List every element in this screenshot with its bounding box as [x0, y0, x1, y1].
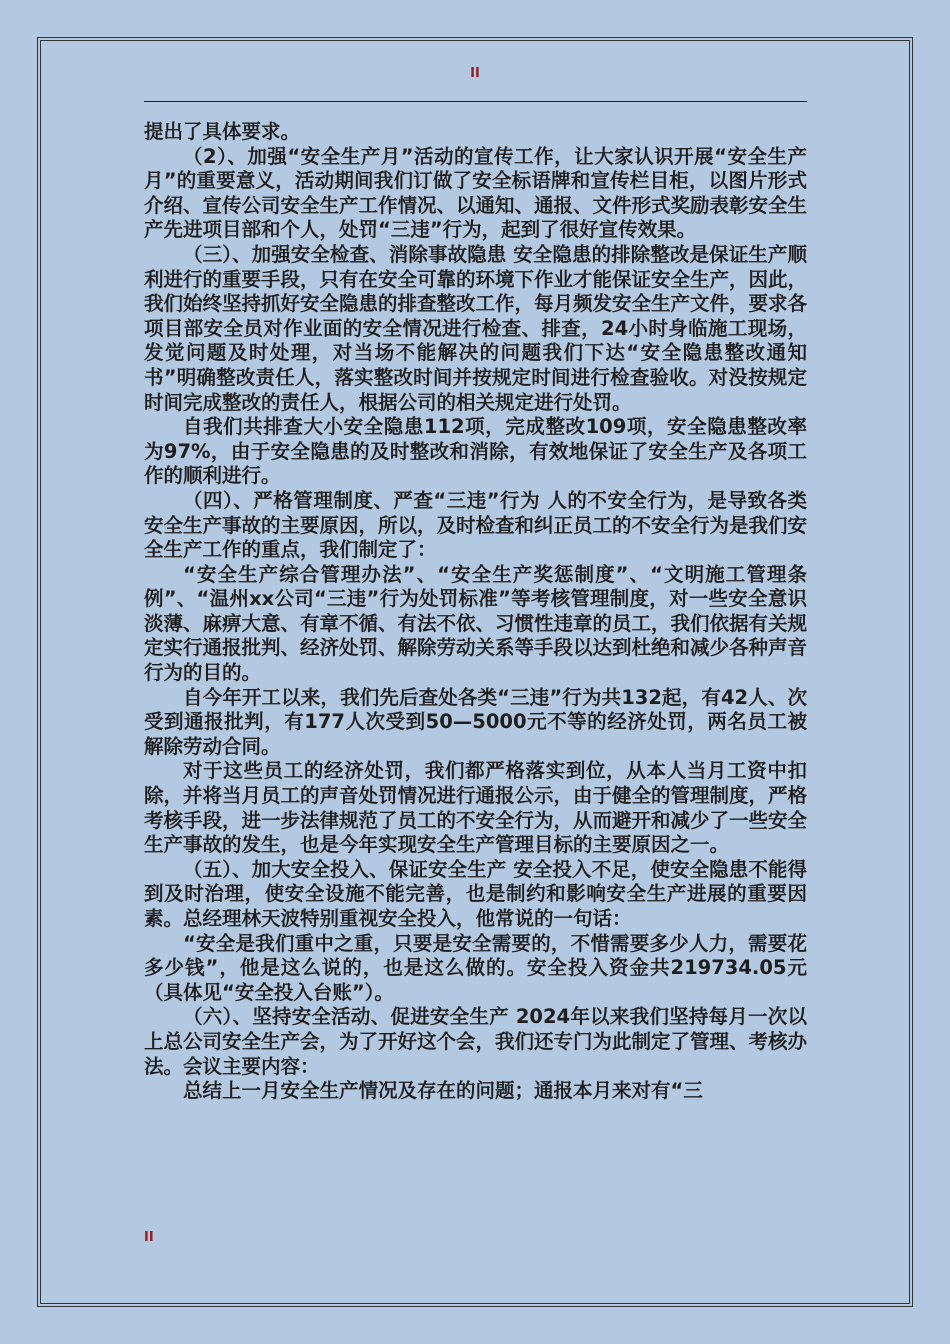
paragraph: （四）、严格管理制度、严查“三违”行为 人的不安全行为，是导致各类安全生产事故的主要原因，所以，及时检查和纠正员工的不安全行为是我们安全生产工作的重点，我们制定了：	[144, 488, 808, 562]
paragraph: （六）、坚持安全活动、促进安全生产 2024年以来我们坚持每月一次以上总公司安全生产会，为了开好这个会，我们还专门为此制定了管理、考核办法。会议主要内容：	[144, 1005, 808, 1078]
paragraph: 对于这些员工的经济处罚，我们都严格落实到位，从本人当月工资中扣除，并将当月员工的声音处罚情况进行通报公示，由于健全的管理制度，严格考核手段，进一步法律规范了员工的不安全行为，从而避开和减少了一些安全生产事故的发生，也是今年实现安全生产管理目标的主要原因之一。	[144, 759, 808, 857]
paragraph: 提出了具体要求。	[144, 120, 301, 143]
paragraph: （三）、加强安全检查、消除事故隐患 安全隐患的排除整改是保证生产顺利进行的重要手段，只有在安全可靠的环境下作业才能保证安全生产，因此，我们始终坚持抓好安全隐患的排查整改工作，每月频发安全生产文件，要求各项目部安全员对作业面的安全情况进行检查、排查，24小时身临施工现场，发觉问题及时处理，对当场不能解决的问题我们下达“安全隐患整改通知书”明确整改责任人，落实整改时间并按规定时间进行检查验收。对没按规定时间完成整改的责任人，根据公司的相关规定进行处罚。	[144, 242, 808, 414]
paragraph: （2）、加强“安全生产月”活动的宣传工作，让大家认识开展“安全生产月”的重要意义，活动期间我们订做了安全标语牌和宣传栏目柜，以图片形式介绍、宣传公司安全生产工作情况、以通知、通报、文件形式奖励表彰安全生产先进项目部和个人，处罚“三违”行为，起到了很好宣传效果。	[144, 144, 808, 242]
header-divider	[144, 101, 807, 102]
page-header-mark: II	[470, 66, 480, 81]
paragraph: “安全是我们重中之重，只要是安全需要的，不惜需要多少人力，需要花多少钱”，他是这么说的，也是这么做的。安全投入资金共219734.05元（具体见“安全投入台账”）。	[144, 931, 807, 1004]
paragraph: “安全生产综合管理办法”、“安全生产奖惩制度”、“文明施工管理条例”、“温州xx公司“三违”行为处罚标准”等考核管理制度，对一些安全意识淡薄、麻痹大意、有章不循、有法不依、习惯性违章的员工，我们依据有关规定实行通报批判、经济处罚、解除劳动关系等手段以达到杜绝和减少各种声音行为的目的。	[144, 562, 808, 685]
paragraph: 自今年开工以来，我们先后查处各类“三违”行为共132起，有42人、次受到通报批判，有177人次受到50—5000元不等的经济处罚，两名员工被解除劳动合同。	[144, 685, 807, 758]
paragraph: 自我们共排查大小安全隐患112项，完成整改109项，安全隐患整改率为97%，由于安全隐患的及时整改和消除，有效地保证了安全生产及各项工作的顺利进行。	[144, 415, 807, 488]
page-footer-mark: II	[144, 1230, 154, 1245]
document-body	[144, 120, 807, 1104]
paragraph: 总结上一月安全生产情况及存在的问题；通报本月来对有“三	[183, 1079, 703, 1103]
paragraph: （五）、加大安全投入、保证安全生产 安全投入不足，使安全隐患不能得到及时治理，使安全设施不能完善，也是制约和影响安全生产进展的重要因素。总经理林天波特别重视安全投入，他常说的一句话：	[144, 857, 807, 930]
